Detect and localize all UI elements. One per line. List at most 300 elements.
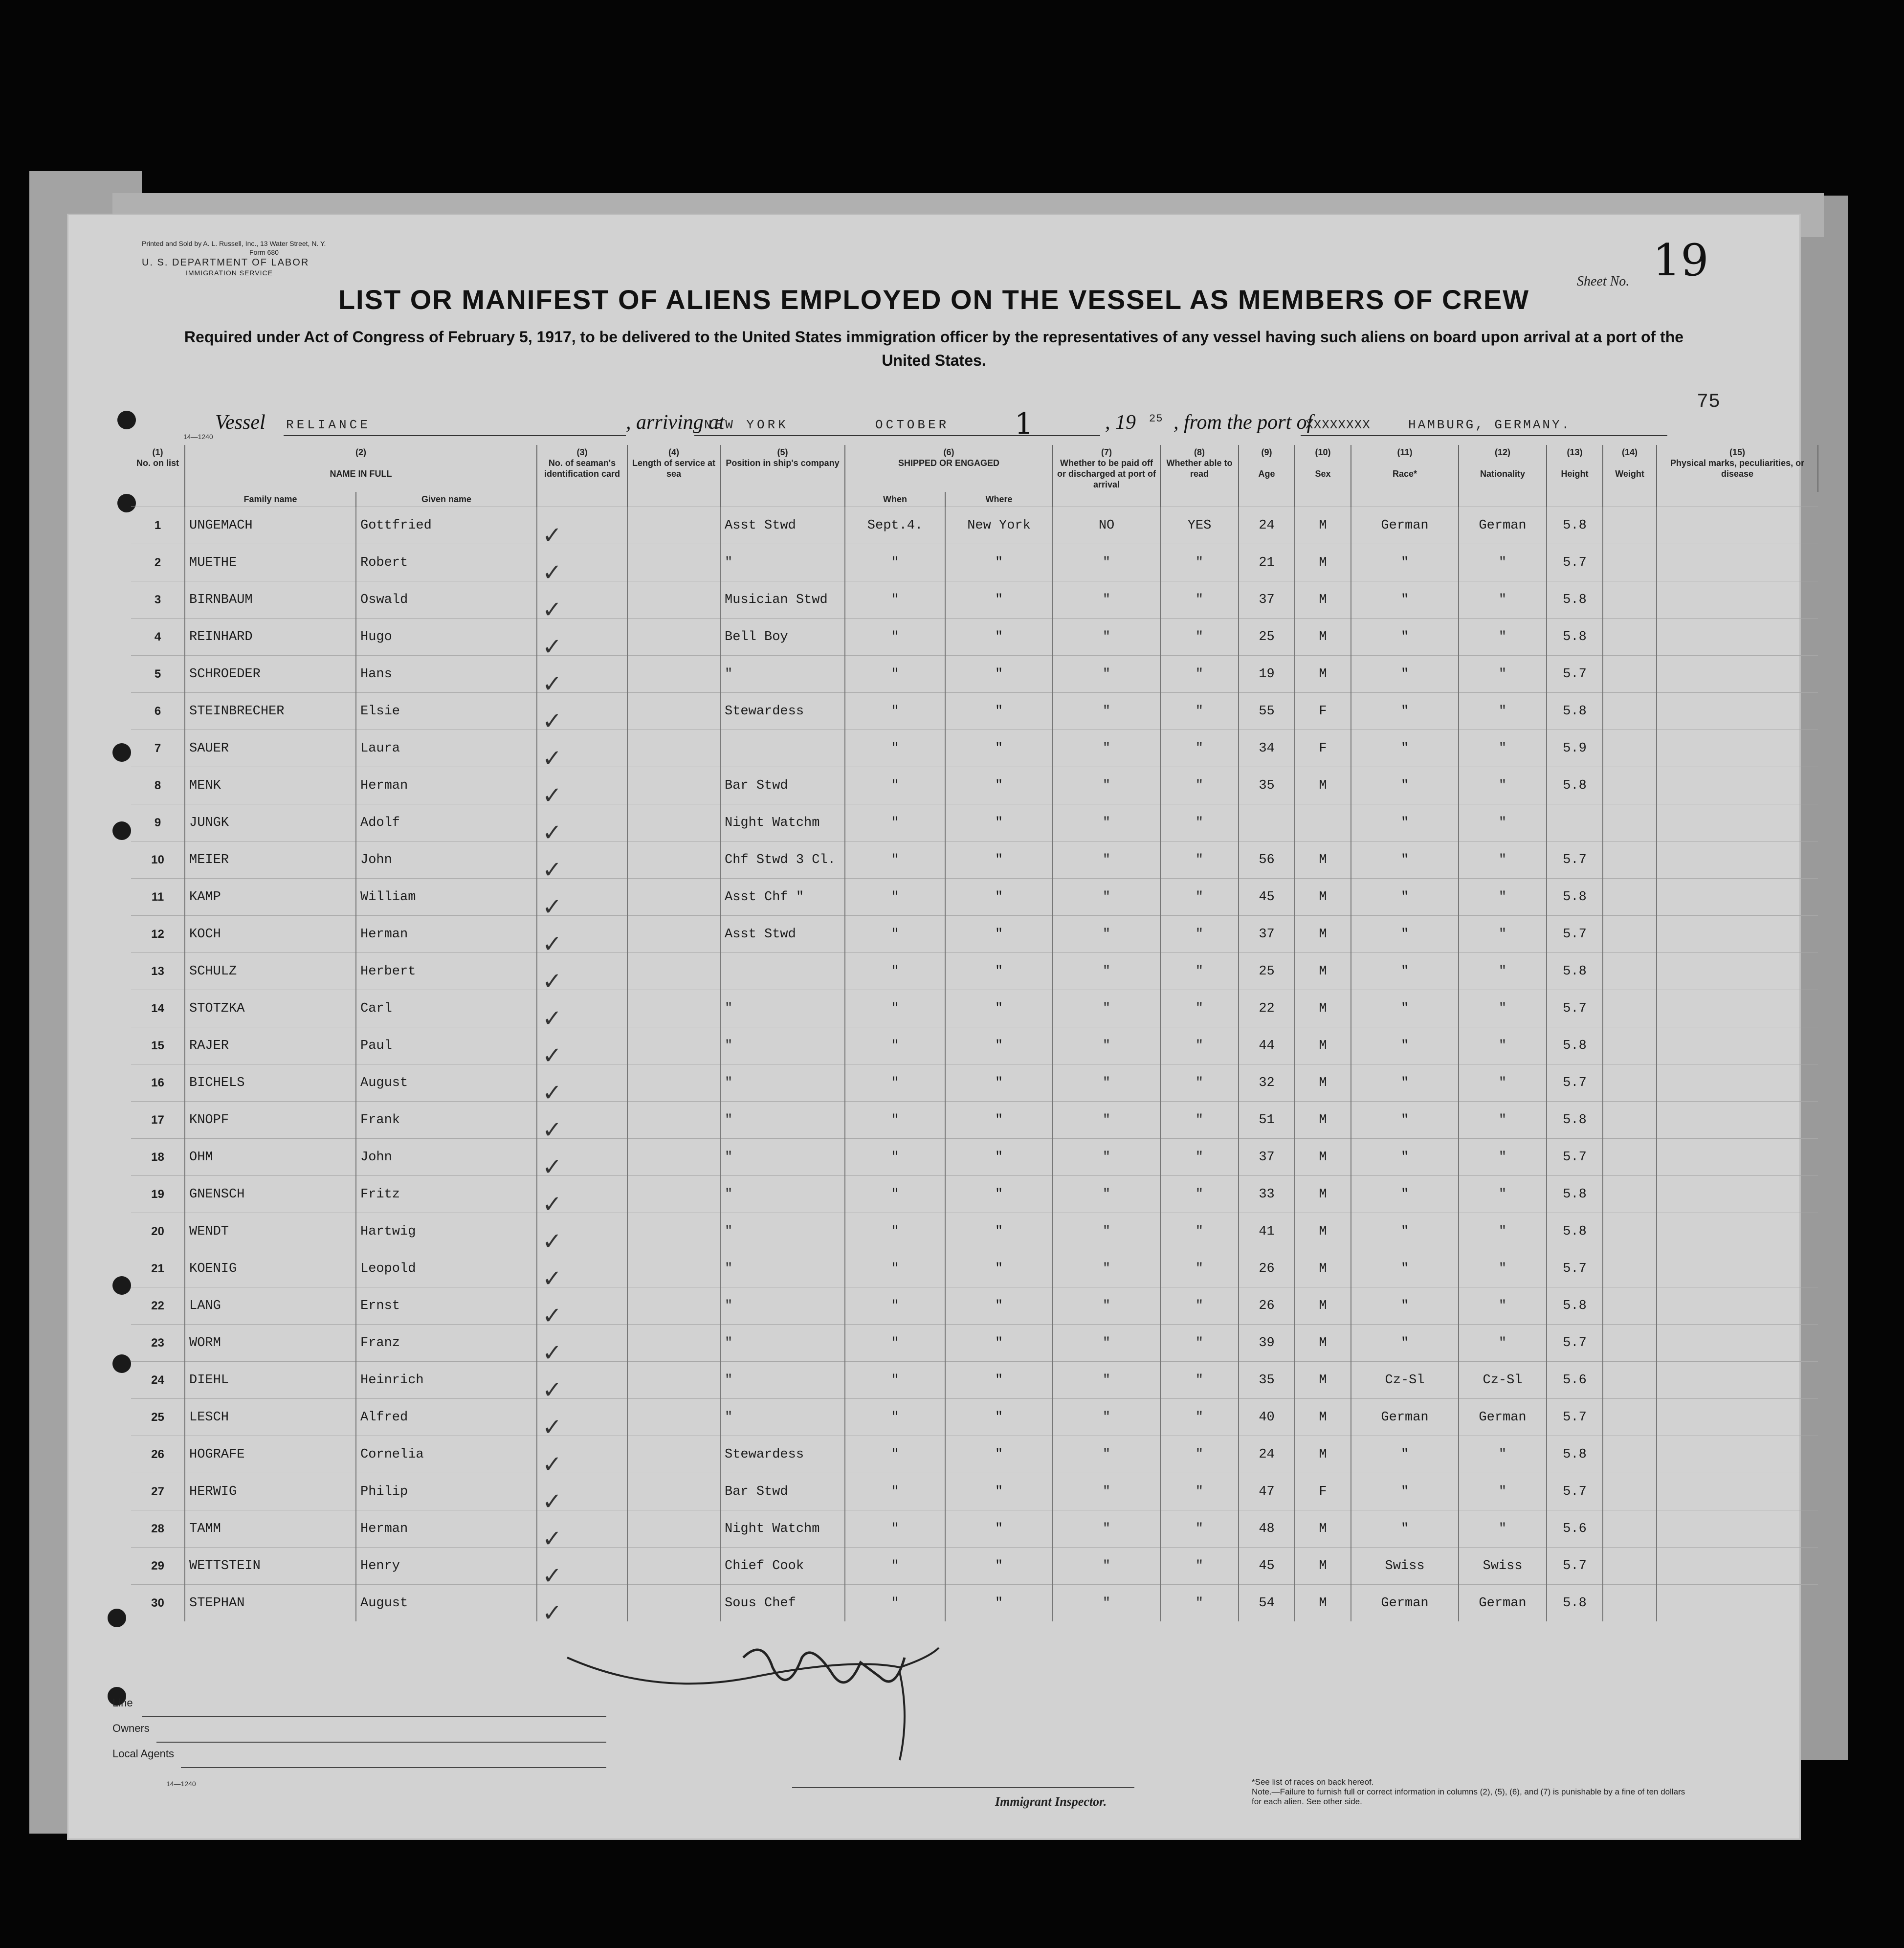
table-row (131, 1399, 1818, 1436)
paid-off-cell: " (1053, 879, 1160, 916)
given-name-cell: Frank (356, 1102, 537, 1139)
weight-cell (1603, 1473, 1657, 1510)
able-to-read-cell: " (1160, 1548, 1239, 1585)
family-name-cell: LESCH (185, 1399, 356, 1436)
col-6-number: (6) (943, 447, 954, 457)
paid-off-cell: " (1053, 1585, 1160, 1622)
given-name-cell: John (356, 1139, 537, 1176)
col-12-label: Nationality (1480, 469, 1526, 479)
age-cell: 32 (1239, 1064, 1295, 1102)
crew-rows (131, 507, 1818, 1622)
able-to-read-cell: " (1160, 879, 1239, 916)
id-card-check-cell (537, 656, 627, 693)
col-2-label: NAME IN FULL (330, 469, 392, 479)
service-length-cell (627, 693, 720, 730)
race-cell: " (1351, 767, 1459, 804)
shipped-when-cell: " (845, 581, 945, 619)
service-length-cell (627, 1585, 720, 1622)
age-cell: 47 (1239, 1473, 1295, 1510)
check-mark-icon: ✓ (542, 522, 562, 544)
nationality-cell: " (1459, 1250, 1547, 1287)
table-row (131, 1250, 1818, 1287)
height-cell: 5.7 (1547, 1473, 1603, 1510)
crew-manifest-table (131, 445, 1818, 1621)
row-number-cell: 18 (131, 1139, 185, 1176)
weight-cell (1603, 619, 1657, 656)
given-name-header: Given name (356, 492, 537, 507)
table-row (131, 581, 1818, 619)
sex-cell: M (1295, 1250, 1351, 1287)
height-cell: 5.8 (1547, 1027, 1603, 1064)
id-card-check-cell (537, 1473, 627, 1510)
check-mark-icon: ✓ (542, 1153, 562, 1176)
age-cell: 26 (1239, 1250, 1295, 1287)
age-cell: 45 (1239, 879, 1295, 916)
shipped-when-cell: " (845, 656, 945, 693)
shipped-where-cell: New York (945, 507, 1053, 544)
race-cell: " (1351, 619, 1459, 656)
position-cell: " (720, 1027, 845, 1064)
col-9-number: (9) (1261, 447, 1272, 457)
able-to-read-cell: " (1160, 1102, 1239, 1139)
col-11-number: (11) (1397, 447, 1413, 457)
physical-marks-cell (1657, 1139, 1818, 1176)
row-number-cell: 26 (131, 1436, 185, 1473)
sex-cell: M (1295, 619, 1351, 656)
col-10-label: Sex (1315, 469, 1331, 479)
physical-marks-cell (1657, 507, 1818, 544)
paid-off-cell: " (1053, 1287, 1160, 1325)
id-card-check-cell (537, 1287, 627, 1325)
column-number-row (131, 445, 1818, 492)
able-to-read-cell: " (1160, 916, 1239, 953)
weight-cell (1603, 1139, 1657, 1176)
able-to-read-cell: " (1160, 1325, 1239, 1362)
id-card-check-cell (537, 1585, 627, 1622)
service-length-cell (627, 1102, 720, 1139)
col-5-label: Position in ship's company (726, 458, 840, 468)
col-11-label: Race* (1393, 469, 1417, 479)
row-number-cell: 4 (131, 619, 185, 656)
shipped-when-cell: " (845, 619, 945, 656)
row-number-cell: 11 (131, 879, 185, 916)
physical-marks-cell (1657, 730, 1818, 767)
table-row (131, 953, 1818, 990)
table-row (131, 767, 1818, 804)
owners-label: Owners (112, 1722, 150, 1734)
row-number-cell: 16 (131, 1064, 185, 1102)
paid-off-cell: " (1053, 1548, 1160, 1585)
shipped-when-cell: " (845, 841, 945, 879)
family-name-cell: DIEHL (185, 1362, 356, 1399)
paid-off-cell: " (1053, 1139, 1160, 1176)
table-row (131, 1510, 1818, 1548)
family-name-cell: WORM (185, 1325, 356, 1362)
nationality-cell: " (1459, 1473, 1547, 1510)
height-cell: 5.6 (1547, 1510, 1603, 1548)
given-name-cell: Alfred (356, 1399, 537, 1436)
id-card-check-cell (537, 767, 627, 804)
id-card-check-cell (537, 1027, 627, 1064)
age-cell: 37 (1239, 1139, 1295, 1176)
check-mark-icon: ✓ (542, 782, 562, 804)
nationality-cell: " (1459, 1325, 1547, 1362)
weight-cell (1603, 1064, 1657, 1102)
check-mark-icon: ✓ (542, 745, 562, 767)
position-cell (720, 953, 845, 990)
nationality-cell: " (1459, 767, 1547, 804)
family-name-cell: BIRNBAUM (185, 581, 356, 619)
height-cell: 5.8 (1547, 507, 1603, 544)
family-name-cell: WETTSTEIN (185, 1548, 356, 1585)
able-to-read-cell: " (1160, 841, 1239, 879)
id-card-check-cell (537, 804, 627, 841)
nationality-cell: " (1459, 693, 1547, 730)
physical-marks-cell (1657, 1287, 1818, 1325)
table-row (131, 1176, 1818, 1213)
nationality-cell: " (1459, 916, 1547, 953)
shipped-when-cell: " (845, 879, 945, 916)
able-to-read-cell: " (1160, 1139, 1239, 1176)
id-card-check-cell (537, 1548, 627, 1585)
check-mark-icon: ✓ (542, 1562, 562, 1585)
id-card-check-cell (537, 581, 627, 619)
form-number: Form 680 (249, 248, 279, 256)
given-name-cell: Hugo (356, 619, 537, 656)
shipped-where-cell: " (945, 804, 1053, 841)
race-cell: German (1351, 1585, 1459, 1622)
age-cell: 37 (1239, 581, 1295, 619)
sex-cell: M (1295, 1064, 1351, 1102)
nationality-cell: " (1459, 1510, 1547, 1548)
race-cell: Cz-Sl (1351, 1362, 1459, 1399)
position-cell: " (720, 990, 845, 1027)
race-cell: " (1351, 693, 1459, 730)
position-cell: " (720, 1325, 845, 1362)
position-cell: " (720, 1139, 845, 1176)
sex-cell: M (1295, 841, 1351, 879)
age-cell: 45 (1239, 1548, 1295, 1585)
check-mark-icon: ✓ (542, 819, 562, 841)
sex-cell: M (1295, 879, 1351, 916)
id-card-check-cell (537, 916, 627, 953)
shipped-where-cell: " (945, 1176, 1053, 1213)
service-length-cell (627, 581, 720, 619)
service-length-cell (627, 544, 720, 581)
punch-hole (112, 743, 131, 762)
paid-off-cell: " (1053, 953, 1160, 990)
weight-cell (1603, 730, 1657, 767)
position-cell: " (720, 1287, 845, 1325)
race-cell: " (1351, 1176, 1459, 1213)
service-length-cell (627, 1287, 720, 1325)
weight-cell (1603, 804, 1657, 841)
shipped-when-cell: " (845, 1250, 945, 1287)
department-label: U. S. DEPARTMENT OF LABOR (142, 257, 310, 268)
able-to-read-cell: " (1160, 1287, 1239, 1325)
height-cell: 5.8 (1547, 1287, 1603, 1325)
physical-marks-cell (1657, 1473, 1818, 1510)
age-cell: 48 (1239, 1510, 1295, 1548)
weight-cell (1603, 1325, 1657, 1362)
shipped-where-cell: " (945, 1399, 1053, 1436)
physical-marks-cell (1657, 1585, 1818, 1622)
table-row (131, 693, 1818, 730)
sex-cell: F (1295, 730, 1351, 767)
shipped-where-cell: " (945, 619, 1053, 656)
row-number-cell: 23 (131, 1325, 185, 1362)
check-mark-icon: ✓ (542, 1191, 562, 1213)
table-row (131, 507, 1818, 544)
weight-cell (1603, 1436, 1657, 1473)
position-cell: Stewardess (720, 693, 845, 730)
able-to-read-cell: " (1160, 1585, 1239, 1622)
sex-cell: M (1295, 656, 1351, 693)
row-number-cell: 9 (131, 804, 185, 841)
position-cell: Night Watchm (720, 804, 845, 841)
col-2-number: (2) (355, 447, 366, 457)
weight-cell (1603, 1250, 1657, 1287)
row-number-cell: 3 (131, 581, 185, 619)
shipped-where-cell: " (945, 1064, 1053, 1102)
height-cell: 5.8 (1547, 1436, 1603, 1473)
table-row (131, 1064, 1818, 1102)
position-cell: " (720, 544, 845, 581)
row-number-cell: 20 (131, 1213, 185, 1250)
shipped-when-cell: " (845, 1325, 945, 1362)
shipped-where-cell: " (945, 841, 1053, 879)
able-to-read-cell: " (1160, 693, 1239, 730)
paid-off-cell: " (1053, 1473, 1160, 1510)
family-name-cell: WENDT (185, 1213, 356, 1250)
nationality-cell: " (1459, 990, 1547, 1027)
check-mark-icon: ✓ (542, 1414, 562, 1436)
penalty-note: Note.—Failure to furnish full or correct information in columns (2), (5), (6), and (7) is punishable by a fine of ten dollars for each alien. See other side. (1252, 1787, 1685, 1806)
able-to-read-cell: " (1160, 544, 1239, 581)
given-name-cell: Adolf (356, 804, 537, 841)
given-name-cell: Fritz (356, 1176, 537, 1213)
service-length-cell (627, 879, 720, 916)
family-name-cell: MENK (185, 767, 356, 804)
line-label: Line (112, 1697, 133, 1709)
table-row (131, 1102, 1818, 1139)
col-10-number: (10) (1315, 447, 1331, 457)
race-cell: " (1351, 1436, 1459, 1473)
family-name-cell: STOTZKA (185, 990, 356, 1027)
shipped-when-cell: " (845, 953, 945, 990)
form-title: LIST OR MANIFEST OF ALIENS EMPLOYED ON THE VESSEL AS MEMBERS OF CREW (338, 284, 1530, 315)
nationality-cell: " (1459, 1027, 1547, 1064)
height-cell: 5.7 (1547, 1139, 1603, 1176)
physical-marks-cell (1657, 1176, 1818, 1213)
shipped-where-cell: " (945, 953, 1053, 990)
given-name-cell: John (356, 841, 537, 879)
service-length-cell (627, 1325, 720, 1362)
check-mark-icon: ✓ (542, 596, 562, 619)
physical-marks-cell (1657, 990, 1818, 1027)
able-to-read-cell: " (1160, 619, 1239, 656)
sheet-number-value: 19 (1653, 235, 1709, 286)
weight-cell (1603, 1548, 1657, 1585)
col-12-number: (12) (1495, 447, 1511, 457)
sex-cell: M (1295, 507, 1351, 544)
service-length-cell (627, 1510, 720, 1548)
position-cell: Bell Boy (720, 619, 845, 656)
given-name-cell: Elsie (356, 693, 537, 730)
family-name-cell: SCHULZ (185, 953, 356, 990)
shipped-where-cell: " (945, 990, 1053, 1027)
height-cell: 5.8 (1547, 953, 1603, 990)
table-row (131, 619, 1818, 656)
paid-off-cell: " (1053, 1213, 1160, 1250)
family-name-cell: SCHROEDER (185, 656, 356, 693)
shipped-where-cell: " (945, 1510, 1053, 1548)
sex-cell: M (1295, 1436, 1351, 1473)
height-cell: 5.8 (1547, 1213, 1603, 1250)
family-name-cell: STEPHAN (185, 1585, 356, 1622)
sex-cell (1295, 804, 1351, 841)
family-name-cell: RAJER (185, 1027, 356, 1064)
sex-cell: M (1295, 581, 1351, 619)
when-header: When (845, 492, 945, 507)
sex-cell: M (1295, 916, 1351, 953)
age-cell: 55 (1239, 693, 1295, 730)
weight-cell (1603, 1213, 1657, 1250)
service-length-cell (627, 656, 720, 693)
shipped-when-cell: " (845, 990, 945, 1027)
row-number-cell: 17 (131, 1102, 185, 1139)
weight-cell (1603, 1287, 1657, 1325)
check-mark-icon: ✓ (542, 893, 562, 916)
family-name-cell: JUNGK (185, 804, 356, 841)
service-length-cell (627, 953, 720, 990)
arriving-label: , arriving at (626, 411, 725, 434)
physical-marks-cell (1657, 916, 1818, 953)
paid-off-cell: " (1053, 916, 1160, 953)
col-6-label: SHIPPED OR ENGAGED (898, 458, 1000, 468)
physical-marks-cell (1657, 1325, 1818, 1362)
table-row (131, 841, 1818, 879)
age-cell (1239, 804, 1295, 841)
height-cell: 5.9 (1547, 730, 1603, 767)
shipped-where-cell: " (945, 767, 1053, 804)
sex-cell: F (1295, 1473, 1351, 1510)
service-length-cell (627, 730, 720, 767)
arrival-day: 1 (1015, 407, 1034, 441)
row-number-cell: 29 (131, 1548, 185, 1585)
row-number-cell: 21 (131, 1250, 185, 1287)
physical-marks-cell (1657, 1510, 1818, 1548)
physical-marks-cell (1657, 767, 1818, 804)
shipped-when-cell: " (845, 1473, 945, 1510)
given-name-cell: Robert (356, 544, 537, 581)
family-name-cell: KNOPF (185, 1102, 356, 1139)
age-cell: 33 (1239, 1176, 1295, 1213)
nationality-cell: " (1459, 1139, 1547, 1176)
able-to-read-cell: " (1160, 1399, 1239, 1436)
able-to-read-cell: " (1160, 1473, 1239, 1510)
weight-cell (1603, 990, 1657, 1027)
family-name-cell: OHM (185, 1139, 356, 1176)
service-length-cell (627, 1213, 720, 1250)
paid-off-cell: " (1053, 1064, 1160, 1102)
table-row (131, 804, 1818, 841)
table-row (131, 1027, 1818, 1064)
able-to-read-cell: " (1160, 953, 1239, 990)
sex-cell: M (1295, 1102, 1351, 1139)
family-name-cell: TAMM (185, 1510, 356, 1548)
row-number-cell: 5 (131, 656, 185, 693)
age-cell: 21 (1239, 544, 1295, 581)
footer-form-code: 14—1240 (166, 1780, 196, 1788)
paid-off-cell: " (1053, 1325, 1160, 1362)
shipped-where-cell: " (945, 879, 1053, 916)
table-row (131, 1548, 1818, 1585)
race-cell: " (1351, 1027, 1459, 1064)
footer-block (112, 1697, 174, 1773)
paid-off-cell: " (1053, 767, 1160, 804)
check-mark-icon: ✓ (542, 1525, 562, 1548)
nationality-cell: " (1459, 1213, 1547, 1250)
age-cell: 19 (1239, 656, 1295, 693)
table-row (131, 1436, 1818, 1473)
row-number-cell: 15 (131, 1027, 185, 1064)
col-3-number: (3) (576, 447, 588, 457)
check-mark-icon: ✓ (542, 633, 562, 656)
height-cell: 5.8 (1547, 1102, 1603, 1139)
given-name-cell: Philip (356, 1473, 537, 1510)
service-length-cell (627, 916, 720, 953)
shipped-where-cell: " (945, 730, 1053, 767)
nationality-cell: Swiss (1459, 1548, 1547, 1585)
height-cell: 5.8 (1547, 693, 1603, 730)
service-label: IMMIGRATION SERVICE (186, 269, 273, 277)
race-cell: " (1351, 953, 1459, 990)
position-cell: " (720, 1102, 845, 1139)
id-card-check-cell (537, 953, 627, 990)
physical-marks-cell (1657, 544, 1818, 581)
able-to-read-cell: " (1160, 990, 1239, 1027)
col-14-number: (14) (1622, 447, 1638, 457)
col-13-label: Height (1561, 469, 1589, 479)
shipped-when-cell: " (845, 730, 945, 767)
table-row (131, 656, 1818, 693)
family-name-cell: LANG (185, 1287, 356, 1325)
given-name-cell: Gottfried (356, 507, 537, 544)
age-cell: 40 (1239, 1399, 1295, 1436)
row-number-cell: 2 (131, 544, 185, 581)
height-cell: 5.7 (1547, 1250, 1603, 1287)
height-cell: 5.8 (1547, 767, 1603, 804)
family-name-cell: HERWIG (185, 1473, 356, 1510)
service-length-cell (627, 1399, 720, 1436)
able-to-read-cell: " (1160, 1176, 1239, 1213)
race-cell: " (1351, 1213, 1459, 1250)
departure-port: HAMBURG, GERMANY. (1408, 418, 1572, 432)
check-mark-icon: ✓ (542, 559, 562, 581)
height-cell: 5.8 (1547, 1585, 1603, 1622)
position-cell: " (720, 1176, 845, 1213)
able-to-read-cell: " (1160, 581, 1239, 619)
service-length-cell (627, 507, 720, 544)
shipped-when-cell: " (845, 1362, 945, 1399)
sex-cell: M (1295, 1585, 1351, 1622)
given-name-cell: August (356, 1064, 537, 1102)
id-card-check-cell (537, 1213, 627, 1250)
shipped-where-cell: " (945, 916, 1053, 953)
shipped-where-cell: " (945, 1362, 1053, 1399)
shipped-when-cell: " (845, 1139, 945, 1176)
